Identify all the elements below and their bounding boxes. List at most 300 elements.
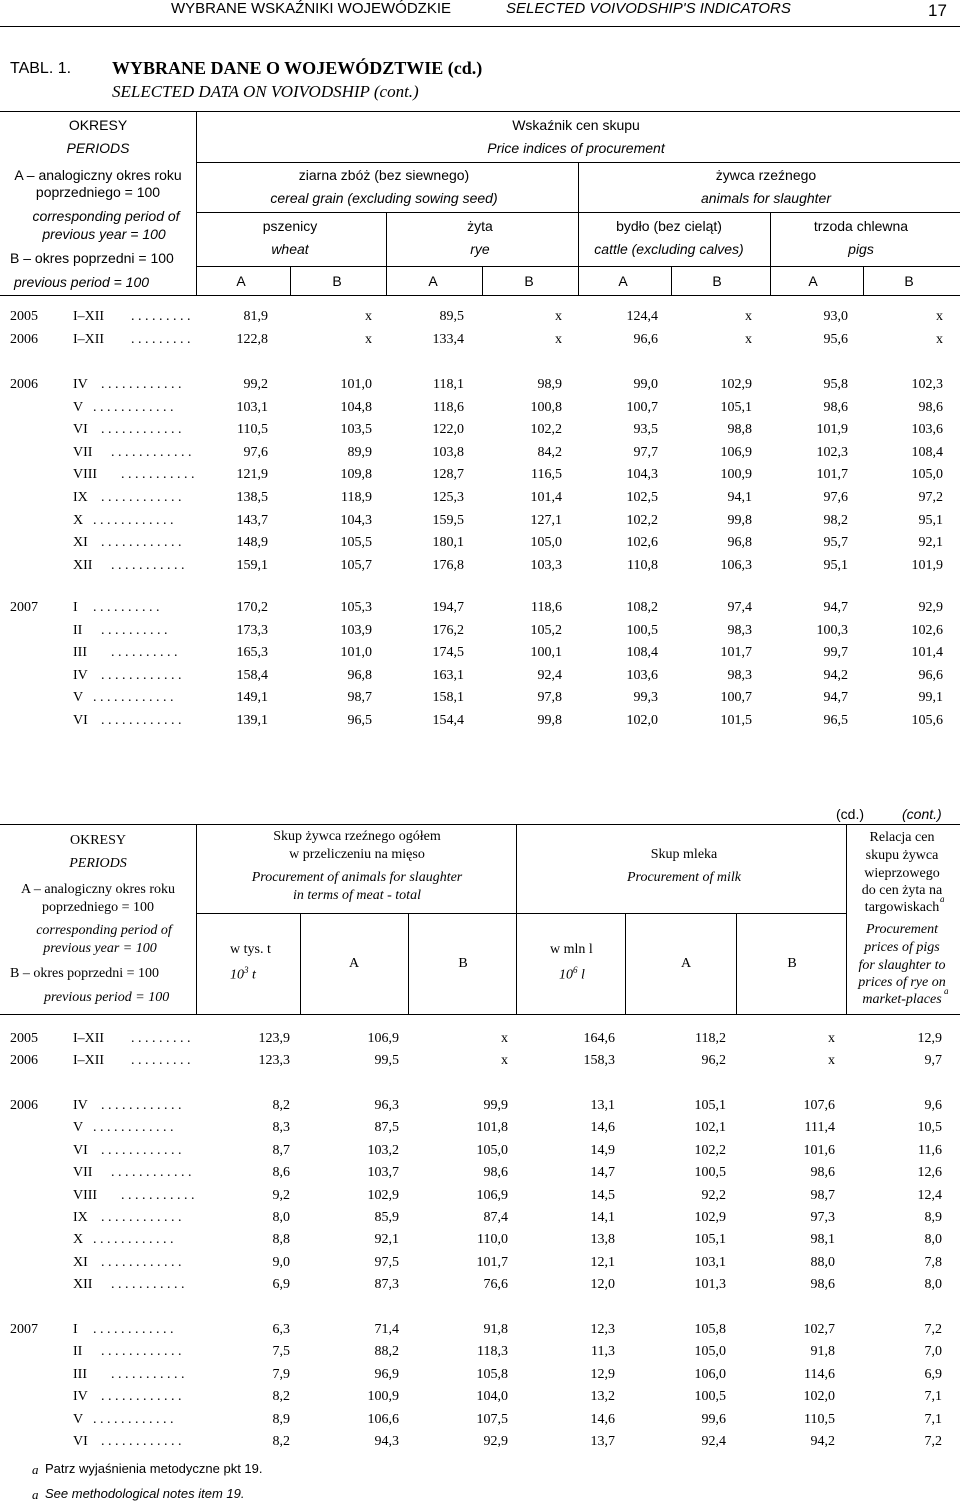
cell-value: 8,2: [272, 1098, 290, 1113]
cell-value: 84,2: [537, 444, 562, 460]
cell-value: 99,1: [918, 690, 943, 706]
cell-value: 158,4: [236, 667, 268, 683]
cell-value: 176,8: [432, 557, 464, 573]
cell-value: 92,1: [374, 1232, 399, 1248]
cell-value: 148,9: [236, 535, 268, 551]
row-period: VII: [73, 444, 93, 460]
running-header-right: SELECTED VOIVODSHIP'S INDICATORS: [506, 0, 791, 17]
row-period: IV: [73, 377, 88, 392]
cell-value: 97,6: [243, 444, 268, 460]
stub-a-en-1: corresponding period of: [32, 208, 180, 224]
cell-value: 106,9: [367, 1031, 399, 1046]
cell-value: 103,6: [911, 422, 943, 438]
cell-value: 95,8: [823, 377, 848, 392]
cell-value: 76,6: [483, 1277, 508, 1293]
cell-value: 8,0: [924, 1277, 942, 1293]
cell-value: x: [501, 1031, 508, 1046]
cell-value: 102,5: [626, 490, 658, 505]
ab-label: A: [808, 273, 818, 289]
cell-value: 105,0: [911, 467, 943, 483]
cell-value: 8,0: [924, 1232, 942, 1248]
cell-value: 7,9: [272, 1366, 290, 1382]
cell-value: 133,4: [432, 331, 464, 347]
cell-value: 95,1: [823, 557, 848, 573]
row-period: XII: [73, 557, 93, 573]
cell-value: 98,6: [810, 1277, 835, 1293]
cell-value: 96,9: [374, 1366, 399, 1382]
row-year: 2005: [10, 1031, 38, 1046]
cell-value: 158,3: [583, 1053, 615, 1069]
row-period: II: [73, 1344, 83, 1360]
row-leader-dots: . . . . . . . . . . . .: [93, 1411, 174, 1427]
row-leader-dots: . . . . . . . . . . . .: [93, 512, 174, 528]
cell-value: 13,2: [590, 1389, 615, 1405]
col-divider: [578, 266, 579, 295]
cell-value: 110,8: [627, 557, 658, 573]
row-period: VI: [73, 713, 88, 728]
row-leader-dots: . . . . . . . . . . . .: [93, 399, 174, 415]
cell-value: 110,5: [804, 1411, 835, 1427]
cell-value: 14,6: [590, 1120, 615, 1136]
row-leader-dots: . . . . . . . . . . . .: [111, 444, 192, 460]
cell-value: 13,7: [590, 1434, 615, 1449]
cell-value: 12,9: [590, 1366, 615, 1382]
cell-value: 107,6: [803, 1098, 835, 1113]
row-period: VIII: [73, 467, 98, 483]
cattle-header-pl: bydło (bez cieląt): [616, 218, 722, 234]
cell-value: 105,0: [694, 1344, 726, 1360]
cell-value: x: [501, 1053, 508, 1069]
cell-value: 105,3: [340, 600, 372, 615]
ratio-header-pl-line: do cen żyta na: [861, 883, 943, 898]
unit-meat-pl: w tys. t: [230, 942, 271, 957]
cell-value: 101,0: [340, 645, 372, 661]
row-leader-dots: . . . . . . . . . . .: [111, 557, 185, 573]
row-leader-dots: . . . . . . . . . . . .: [101, 713, 182, 728]
cell-value: 8,3: [272, 1120, 290, 1136]
cell-value: 12,9: [917, 1031, 942, 1046]
cell-value: 13,1: [590, 1098, 615, 1113]
cattle-header-en: cattle (excluding calves): [594, 241, 744, 257]
cell-value: 96,5: [823, 713, 848, 728]
cell-value: 94,7: [823, 690, 848, 706]
cell-value: 98,6: [823, 399, 848, 415]
cell-value: 8,9: [272, 1411, 290, 1427]
cell-value: x: [365, 309, 372, 324]
ab-label: B: [458, 956, 468, 971]
cell-value: 104,3: [340, 512, 372, 528]
cell-value: 9,6: [924, 1098, 942, 1113]
cell-value: 6,9: [272, 1277, 290, 1293]
cell-value: 103,3: [530, 557, 562, 573]
cell-value: 94,2: [810, 1434, 835, 1449]
row-leader-dots: . . . . . . . . . .: [101, 622, 168, 638]
grain-header-en: cereal grain (excluding sowing seed): [270, 190, 498, 206]
cell-value: 104,8: [340, 399, 372, 415]
cell-value: 99,2: [243, 377, 268, 392]
cell-value: 88,0: [810, 1254, 835, 1270]
row-period: I: [73, 600, 78, 615]
cell-value: 101,0: [340, 377, 372, 392]
cell-value: 99,0: [633, 377, 658, 392]
ratio-header-pl-line: skupu żywca: [865, 848, 939, 863]
row-leader-dots: . . . . . . . . . .: [111, 645, 178, 661]
col-divider: [863, 266, 864, 295]
cell-value: 12,1: [590, 1254, 615, 1270]
pigs-header-pl: trzoda chlewna: [813, 218, 909, 234]
cell-value: 9,0: [272, 1254, 290, 1270]
cell-value: 102,6: [911, 622, 943, 638]
cell-value: x: [745, 309, 752, 324]
cell-value: 14,6: [590, 1411, 615, 1427]
cell-value: 7,5: [272, 1344, 290, 1360]
ratio-header-en-line: Procurement: [865, 922, 939, 937]
cell-value: 89,5: [439, 309, 464, 324]
cell-value: 102,3: [911, 377, 943, 392]
row-leader-dots: . . . . . . . . . . . .: [101, 667, 182, 683]
row-period: V: [73, 399, 84, 415]
cell-value: 105,5: [340, 535, 372, 551]
cell-value: 8,2: [272, 1389, 290, 1405]
cell-value: 96,6: [633, 331, 658, 347]
cell-value: 12,0: [590, 1277, 615, 1293]
cell-value: 111,4: [804, 1120, 835, 1136]
cell-value: 10,5: [917, 1120, 942, 1136]
cell-value: 118,1: [433, 377, 464, 392]
row-year: 2007: [10, 600, 38, 615]
row-leader-dots: . . . . . . . . .: [131, 331, 191, 347]
ratio-header-en-line: for slaughter to: [858, 958, 946, 973]
footnote-en-mark: a: [32, 1487, 39, 1502]
row-leader-dots: . . . . . . . . .: [131, 309, 191, 324]
cell-value: 123,9: [258, 1031, 290, 1046]
cell-value: 127,1: [530, 512, 562, 528]
cell-value: 99,3: [633, 690, 658, 706]
cell-value: 8,9: [924, 1210, 942, 1225]
cell-value: 124,4: [626, 309, 658, 324]
cell-value: 101,7: [476, 1254, 508, 1270]
ratio-header-en-line: prices of pigs: [864, 940, 940, 955]
row-leader-dots: . . . . . . . . . . . .: [101, 377, 182, 392]
cell-value: 125,3: [432, 490, 464, 505]
row-period: I–XII: [73, 1053, 105, 1069]
wheat-header-pl: pszenicy: [262, 218, 318, 234]
cell-value: 6,3: [272, 1322, 290, 1337]
table2-cont-pl: (cd.): [836, 806, 864, 822]
cell-value: 95,7: [823, 535, 848, 551]
table1-title-en: SELECTED DATA ON VOIVODSHIP (cont.): [112, 82, 419, 101]
cell-value: 102,9: [720, 377, 752, 392]
cell-value: 159,1: [236, 557, 268, 573]
cell-value: 100,7: [720, 690, 752, 706]
cell-value: 102,3: [816, 444, 848, 460]
cell-value: 105,6: [911, 713, 943, 728]
cell-value: 102,0: [803, 1389, 835, 1405]
cell-value: 106,9: [476, 1187, 508, 1203]
meat-header-pl-1: Skup żywca rzeźnego ogółem: [273, 829, 441, 844]
cell-value: 99,8: [727, 512, 752, 528]
cell-value: 14,5: [590, 1187, 615, 1203]
stub-okresy: OKRESY: [68, 117, 128, 133]
row-leader-dots: . . . . . . . . . . . .: [93, 1322, 174, 1337]
ratio-header-pl-sup: a: [940, 894, 945, 904]
cell-value: 8,2: [272, 1434, 290, 1449]
cell-value: 102,2: [694, 1142, 726, 1158]
row-period: I–XII: [73, 309, 105, 324]
row-period: XI: [73, 1254, 88, 1270]
ab-label: A: [680, 956, 692, 971]
stub-periods: PERIODS: [66, 140, 130, 156]
cell-value: 99,6: [701, 1411, 726, 1427]
cell-value: 96,2: [701, 1053, 726, 1069]
row-leader-dots: . . . . . . . . . . . .: [101, 1344, 182, 1360]
row-leader-dots: . . . . . . . . . . . .: [101, 1210, 182, 1225]
cell-value: 104,0: [476, 1389, 508, 1405]
row-period: I: [73, 1322, 78, 1337]
cell-value: x: [365, 331, 372, 347]
rye-header-pl: żyta: [467, 218, 493, 234]
cell-value: 101,7: [816, 467, 848, 483]
cell-value: 103,2: [367, 1142, 399, 1158]
col-divider: [386, 266, 387, 295]
stub-a-pl-1: A – analogiczny okres roku: [14, 167, 182, 183]
cell-value: 105,0: [476, 1142, 508, 1158]
row-leader-dots: . . . . . . . . . . .: [121, 467, 195, 483]
row-period: II: [73, 622, 83, 638]
cell-value: 100,7: [626, 399, 658, 415]
cell-value: 100,1: [530, 645, 562, 661]
cell-value: 109,8: [340, 467, 372, 483]
grain-header-pl: ziarna zbóż (bez siewnego): [298, 167, 470, 183]
row-year: 2006: [10, 1098, 38, 1113]
cell-value: 96,8: [727, 535, 752, 551]
cell-value: 91,8: [810, 1344, 835, 1360]
cell-value: 105,0: [530, 535, 562, 551]
row-period: XI: [73, 535, 88, 551]
footnote-en-text: See methodological notes item 19.: [45, 1486, 245, 1501]
ratio-header-pl-line: targowiskach: [864, 900, 940, 915]
cell-value: 118,9: [341, 490, 372, 505]
cell-value: 7,2: [924, 1322, 942, 1337]
cell-value: 107,5: [476, 1411, 508, 1427]
cell-value: 108,4: [911, 444, 943, 460]
rye-header-en: rye: [470, 241, 490, 257]
col-divider: [671, 266, 672, 295]
cell-value: 71,4: [374, 1322, 399, 1337]
row-leader-dots: . . . . . . . . . . .: [111, 1366, 185, 1382]
unit-milk-en: $10^6$ l: [559, 965, 585, 983]
row-leader-dots: . . . . . . . . . . . .: [93, 690, 174, 706]
cell-value: 97,4: [727, 600, 752, 615]
cell-value: 173,3: [236, 622, 268, 638]
cell-value: 11,3: [591, 1344, 615, 1360]
cell-value: x: [555, 309, 562, 324]
row-year: 2006: [10, 1053, 38, 1069]
meat-header-pl-2: w przeliczeniu na mięso: [289, 847, 425, 862]
ab-label: A: [348, 956, 360, 971]
row-leader-dots: . . . . . . . . . . .: [111, 1277, 185, 1293]
cell-value: 154,4: [432, 713, 464, 728]
cell-value: 97,2: [918, 490, 943, 505]
pigs-header-en: pigs: [848, 241, 874, 257]
cell-value: 98,6: [810, 1165, 835, 1181]
cell-value: 94,3: [374, 1434, 399, 1449]
cell-value: 170,2: [236, 600, 268, 615]
row-period: VI: [73, 422, 88, 438]
cell-value: 96,8: [347, 667, 372, 683]
cell-value: 102,2: [626, 512, 658, 528]
col-divider: [290, 266, 291, 295]
cell-value: 96,5: [347, 713, 372, 728]
t2-stub-a-en-2: previous year = 100: [43, 941, 157, 956]
cell-value: 102,9: [694, 1210, 726, 1225]
cell-value: 98,2: [823, 512, 848, 528]
cell-value: 108,4: [626, 645, 658, 661]
cell-value: 105,1: [694, 1098, 726, 1113]
ratio-header-pl-line: Relacja cen: [869, 830, 935, 845]
cell-value: 105,2: [530, 622, 562, 638]
main-header-pl: Wskaźnik cen skupu: [512, 117, 640, 133]
unit-milk-pl: w mln l: [550, 942, 593, 957]
cell-value: 102,6: [626, 535, 658, 551]
cell-value: 165,3: [236, 645, 268, 661]
cell-value: 81,9: [243, 309, 268, 324]
cell-value: 110,0: [477, 1232, 508, 1248]
row-leader-dots: . . . . . . . . . . . .: [101, 1434, 182, 1449]
cell-value: 105,8: [476, 1366, 508, 1382]
cell-value: 103,8: [432, 444, 464, 460]
cell-value: 163,1: [432, 667, 464, 683]
unit-meat-en: $10^3$ t: [230, 965, 256, 983]
t2-stub-okresy: OKRESY: [69, 833, 127, 848]
cell-value: 94,7: [823, 600, 848, 615]
animals-header-en: animals for slaughter: [701, 190, 831, 206]
cell-value: 93,5: [633, 422, 658, 438]
row-period: VII: [73, 1165, 93, 1181]
cell-value: 98,3: [727, 667, 752, 683]
cell-value: 95,6: [823, 331, 848, 347]
cell-value: 7,1: [924, 1411, 942, 1427]
cell-value: 121,9: [236, 467, 268, 483]
col-divider: [482, 266, 483, 295]
cell-value: 103,6: [626, 667, 658, 683]
row-period: IV: [73, 667, 88, 683]
cell-value: 103,1: [694, 1254, 726, 1270]
cell-value: 106,0: [694, 1366, 726, 1382]
cell-value: 97,7: [633, 444, 658, 460]
cell-value: 97,8: [537, 690, 562, 706]
t2-stub-a-pl-1: A – analogiczny okres roku: [21, 882, 175, 897]
cell-value: 106,9: [720, 444, 752, 460]
cell-value: 8,6: [272, 1165, 290, 1181]
cell-value: 87,5: [374, 1120, 399, 1136]
cell-value: 98,6: [918, 399, 943, 415]
row-leader-dots: . . . . . . . . .: [131, 1031, 191, 1046]
cell-value: 139,1: [236, 713, 268, 728]
cell-value: 105,1: [694, 1232, 726, 1248]
cell-value: 114,6: [804, 1366, 835, 1382]
cell-value: 97,3: [810, 1210, 835, 1225]
row-year: 2005: [10, 309, 38, 324]
row-period: V: [73, 690, 84, 706]
cell-value: 105,1: [720, 399, 752, 415]
cell-value: 105,7: [340, 557, 372, 573]
row-period: IV: [73, 1389, 88, 1405]
animals-header-pl: żywca rzeźnego: [715, 167, 817, 183]
cell-value: 106,3: [720, 557, 752, 573]
cell-value: 7,2: [924, 1434, 942, 1449]
row-period: V: [73, 1411, 84, 1427]
cell-value: 96,6: [918, 667, 943, 683]
ab-label: B: [712, 273, 722, 289]
cell-value: 12,4: [917, 1187, 942, 1203]
row-leader-dots: . . . . . . . . . . . .: [101, 1142, 182, 1158]
page-number: 17: [928, 1, 947, 20]
cell-value: 99,8: [537, 713, 562, 728]
row-leader-dots: . . . . . . . . . . . .: [101, 490, 182, 505]
ratio-header-en-line: prices of rye on: [858, 975, 946, 990]
cell-value: 100,5: [626, 622, 658, 638]
row-leader-dots: . . . . . . . . . . . .: [111, 1165, 192, 1181]
cell-value: 7,1: [924, 1389, 942, 1405]
table2-cont-en: (cont.): [902, 806, 942, 822]
cell-value: 100,8: [530, 399, 562, 415]
cell-value: 102,7: [803, 1322, 835, 1337]
row-period: VI: [73, 1434, 88, 1449]
cell-value: 101,5: [720, 713, 752, 728]
cell-value: 92,4: [537, 667, 562, 683]
ab-label: B: [787, 956, 797, 971]
ab-label: A: [618, 273, 628, 289]
cell-value: 99,5: [374, 1053, 399, 1069]
cell-value: 98,6: [483, 1165, 508, 1181]
row-period: III: [73, 1366, 87, 1382]
cell-value: 123,3: [258, 1053, 290, 1069]
milk-header-en: Procurement of milk: [626, 870, 742, 885]
row-period: VIII: [73, 1187, 98, 1203]
cell-value: 103,1: [236, 399, 268, 415]
cell-value: 87,4: [483, 1210, 508, 1225]
cell-value: 118,2: [695, 1031, 726, 1046]
t2-stub-a-en-1: corresponding period of: [36, 923, 172, 938]
ratio-header-en-sup: a: [944, 986, 949, 996]
cell-value: 118,6: [433, 399, 464, 415]
cell-value: 158,1: [432, 690, 464, 706]
cell-value: 101,9: [911, 557, 943, 573]
ab-label: B: [524, 273, 534, 289]
table1-title-pl: WYBRANE DANE O WOJEWÓDZTWIE (cd.): [112, 58, 483, 78]
cell-value: 94,1: [727, 490, 752, 505]
ab-label: B: [332, 273, 342, 289]
ratio-header-en-line: market-places: [862, 992, 942, 1007]
row-period: VI: [73, 1142, 88, 1158]
wheat-header-en: wheat: [271, 241, 309, 257]
cell-value: 13,8: [590, 1232, 615, 1248]
cell-value: 101,8: [476, 1120, 508, 1136]
cell-value: 100,9: [720, 467, 752, 483]
cell-value: 96,3: [374, 1098, 399, 1113]
cell-value: 88,2: [374, 1344, 399, 1360]
row-leader-dots: . . . . . . . . .: [131, 1053, 191, 1069]
meat-header-en-2: in terms of meat - total: [293, 888, 421, 903]
cell-value: 91,8: [483, 1322, 508, 1337]
cell-value: 92,2: [701, 1187, 726, 1203]
cell-value: 87,3: [374, 1277, 399, 1293]
cell-value: 95,1: [918, 512, 943, 528]
cell-value: 116,5: [531, 467, 562, 483]
cell-value: 149,1: [236, 690, 268, 706]
cell-value: x: [828, 1053, 835, 1069]
